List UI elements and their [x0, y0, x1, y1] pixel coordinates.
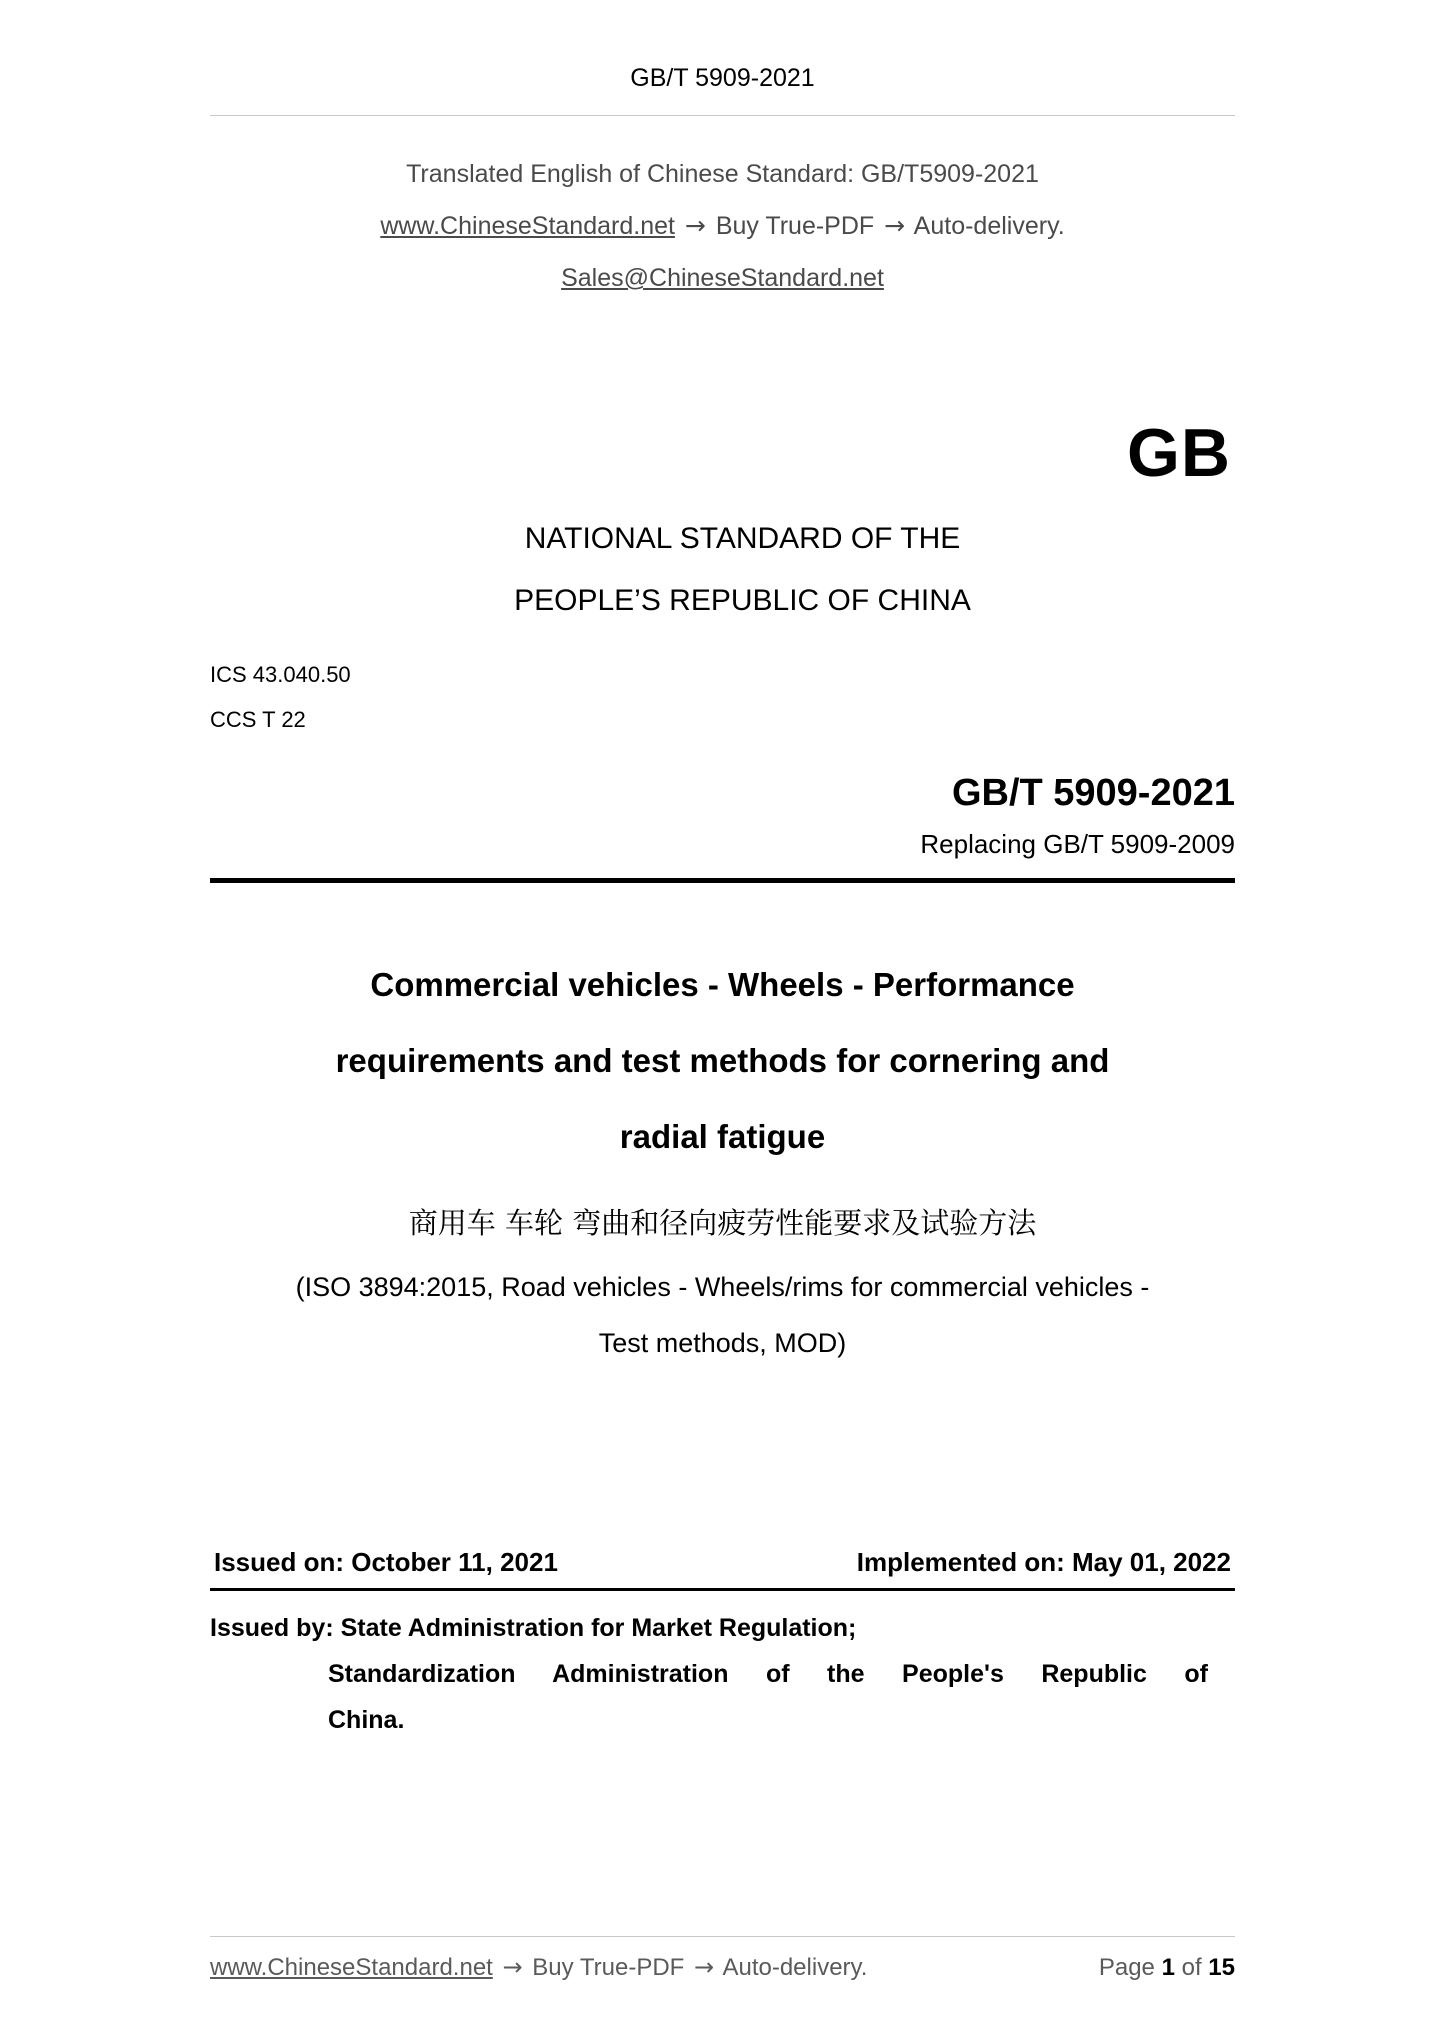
promo-line-email [210, 252, 1235, 304]
ccs-code: CCS T 22 [210, 707, 306, 732]
footer-buy-label: Buy True-PDF [532, 1954, 685, 1981]
footer-divider [210, 1936, 1235, 1937]
arrow-icon-2: → [884, 211, 906, 240]
auto-delivery-label: Auto-delivery. [913, 212, 1065, 240]
issue-divider [210, 1588, 1235, 1591]
issued-by-line-3: China. [328, 1706, 405, 1734]
buy-true-pdf-label: Buy True-PDF [715, 212, 875, 240]
standard-title-english [210, 947, 1235, 1175]
iso-reference [210, 1259, 1235, 1371]
footer-arrow-icon-2: → [694, 1953, 715, 1981]
footer-left [210, 1953, 867, 1982]
standard-title-chinese: 商用车 车轮 弯曲和径向疲劳性能要求及试验方法 [408, 1206, 1037, 1240]
national-standard-line-2: PEOPLE’S REPUBLIC OF CHINA [514, 584, 971, 617]
iso-reference-line-2: Test methods, MOD) [598, 1328, 847, 1358]
arrow-icon: → [684, 211, 706, 240]
issue-dates-row [210, 1547, 1235, 1578]
page-current: 1 [1161, 1954, 1175, 1981]
issued-by-line-2: Standardization Administration of the People's Republic of [328, 1660, 1208, 1688]
ics-code: ICS 43.040.50 [210, 662, 351, 687]
page-header [210, 0, 1235, 93]
issued-by-line-1: Issued by: State Administration for Market Regulation; [210, 1614, 857, 1642]
footer-arrow-icon: → [502, 1953, 523, 1981]
gb-logo-mark: GB [1127, 415, 1231, 491]
footer-site-link[interactable]: www.ChineseStandard.net [210, 1954, 493, 1981]
page-footer [210, 1936, 1235, 1982]
footer-pagination [1099, 1954, 1235, 1982]
promo-block [210, 148, 1235, 304]
page-of-label: of [1181, 1954, 1202, 1981]
promo-line-translated: Translated English of Chinese Standard: GB/T5909-2021 [406, 160, 1039, 188]
chinesestandard-link[interactable]: www.ChineseStandard.net [380, 212, 675, 240]
footer-delivery-label: Auto-delivery. [722, 1954, 868, 1981]
iso-reference-line-1: (ISO 3894:2015, Road vehicles - Wheels/rims for commercial vehicles - [295, 1272, 1150, 1302]
sales-email-link[interactable]: Sales@ChineseStandard.net [561, 264, 884, 292]
header-divider [210, 115, 1235, 116]
title-line-1: Commercial vehicles - Wheels - Performance [370, 966, 1075, 1003]
title-line-2: requirements and test methods for cornering and [335, 1042, 1110, 1079]
cover-thick-divider [210, 878, 1235, 883]
standard-number: GB/T 5909-2021 [951, 772, 1235, 814]
promo-line-links [210, 200, 1235, 252]
replacing-standard: Replacing GB/T 5909-2009 [920, 829, 1235, 859]
footer-row [210, 1953, 1235, 1982]
issued-by-block [210, 1605, 1235, 1743]
page-header-title: GB/T 5909-2021 [630, 64, 815, 92]
page-total: 15 [1208, 1954, 1235, 1981]
page-label: Page [1098, 1954, 1155, 1981]
title-line-3: radial fatigue [619, 1118, 826, 1155]
issued-on-date: Issued on: October 11, 2021 [214, 1547, 558, 1577]
national-standard-line-1: NATIONAL STANDARD OF THE [524, 522, 961, 555]
implemented-on-date: Implemented on: May 01, 2022 [856, 1547, 1231, 1577]
